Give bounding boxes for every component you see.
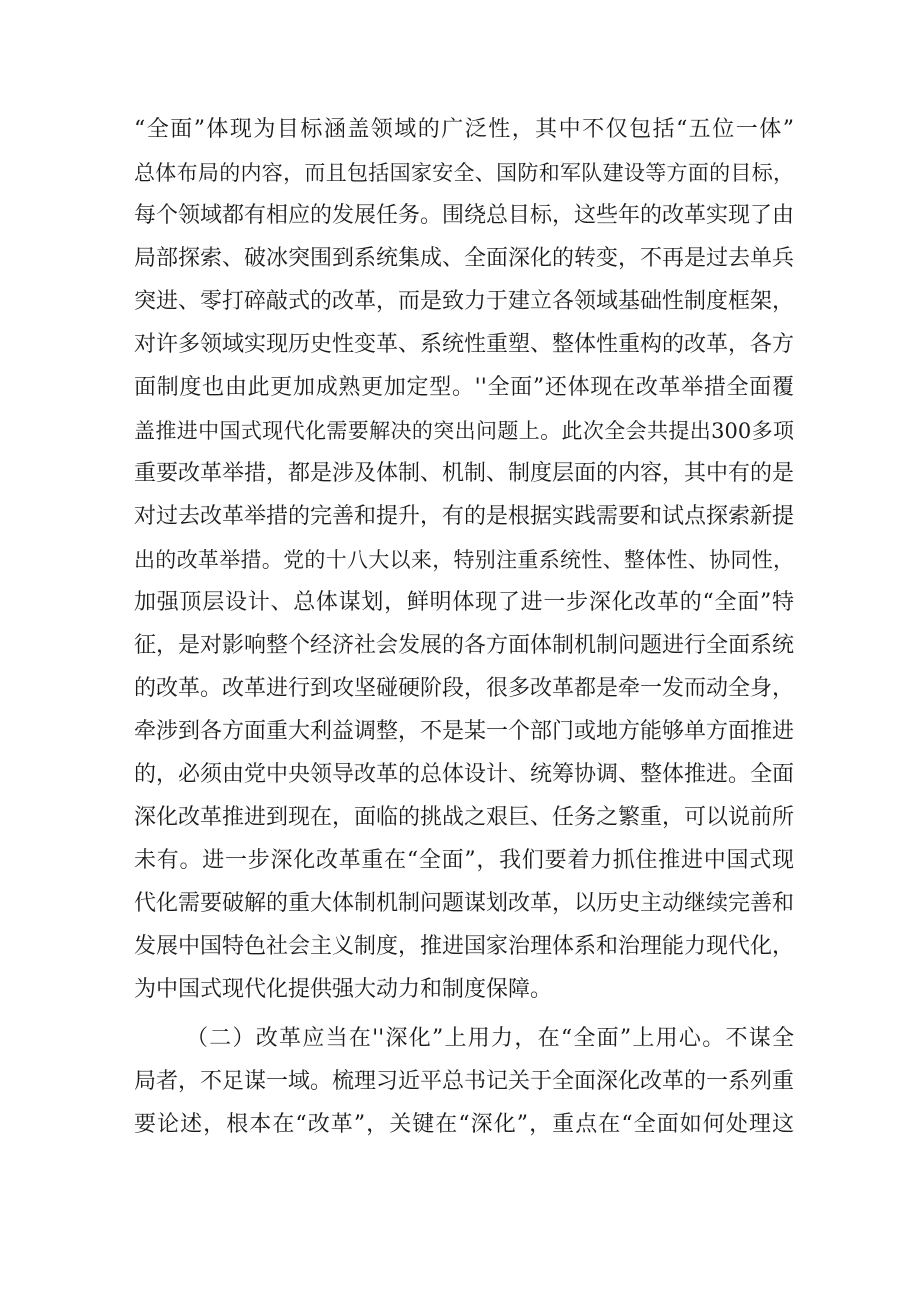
paragraph-line: 未有。进一步深化改革重在“全面”，我们要着力抓住推进中国式现 xyxy=(134,848,794,873)
paragraph-line: 发展中国特色社会主义制度，推进国家治理体系和治理能力现代化， xyxy=(134,934,794,959)
paragraph-line: 代化需要破解的重大体制机制问题谋划改革，以历史主动继续完善和 xyxy=(134,891,794,916)
paragraph-line: 的，必须由党中央领导改革的总体设计、统筹协调、整体推进。全面 xyxy=(134,762,794,787)
paragraph-line: 对过去改革举措的完善和提升，有的是根据实践需要和试点探索新提 xyxy=(134,504,794,529)
paragraph-line: 深化改革推进到现在，面临的挑战之艰巨、任务之繁重，可以说前所 xyxy=(134,805,794,830)
paragraph-line: 牵涉到各方面重大利益调整，不是某一个部门或地方能够单方面推进 xyxy=(134,719,794,744)
paragraph-line: 突进、零打碎敲式的改革，而是致力于建立各领域基础性制度框架， xyxy=(134,289,794,314)
paragraph-line: 局部探索、破冰突围到系统集成、全面深化的转变，不再是过去单兵 xyxy=(134,246,794,271)
paragraph-line: 出的改革举措。党的十八大以来，特别注重系统性、整体性、协同性， xyxy=(134,548,794,572)
paragraph-line: 局者，不足谋一域。梳理习近平总书记关于全面深化改革的一系列重 xyxy=(134,1069,794,1094)
paragraph-line: 的改革。改革进行到攻坚碰硬阶段，很多改革都是牵一发而动全身， xyxy=(134,676,794,701)
paragraph-line: 加强顶层设计、总体谋划，鲜明体现了进一步深化改革的“全面”特 xyxy=(134,590,794,615)
paragraph-line: 面制度也由此更加成熟更加定型。''全面”还体现在改革举措全面覆 xyxy=(134,375,794,400)
paragraph-line: 重要改革举措，都是涉及体制、机制、制度层面的内容，其中有的是 xyxy=(134,461,794,486)
paragraph-line: 盖推进中国式现代化需要解决的突出问题上。此次全会共提出300多项 xyxy=(134,419,794,443)
paragraph-line: 每个领域都有相应的发展任务。围绕总目标，这些年的改革实现了由 xyxy=(134,203,794,228)
paragraph-line-last: 为中国式现代化提供强大动力和制度保障。 xyxy=(134,977,553,1002)
paragraph-line: 对许多领域实现历史性变革、系统性重塑、整体性重构的改革，各方 xyxy=(134,332,794,357)
paragraph-line: 征，是对影响整个经济社会发展的各方面体制机制问题进行全面系统 xyxy=(134,633,794,658)
paragraph-line: 要论述，根本在“改革”，关键在“深化”，重点在“全面如何处理这 xyxy=(134,1112,794,1137)
paragraph-line: “全面”体现为目标涵盖领域的广泛性，其中不仅包括“五位一体” xyxy=(134,117,794,142)
section-heading-line: （二）改革应当在''深化”上用力，在“全面”上用心。不谋全 xyxy=(186,1026,794,1051)
paragraph-line: 总体布局的内容，而且包括国家安全、国防和军队建设等方面的目标， xyxy=(134,161,794,185)
